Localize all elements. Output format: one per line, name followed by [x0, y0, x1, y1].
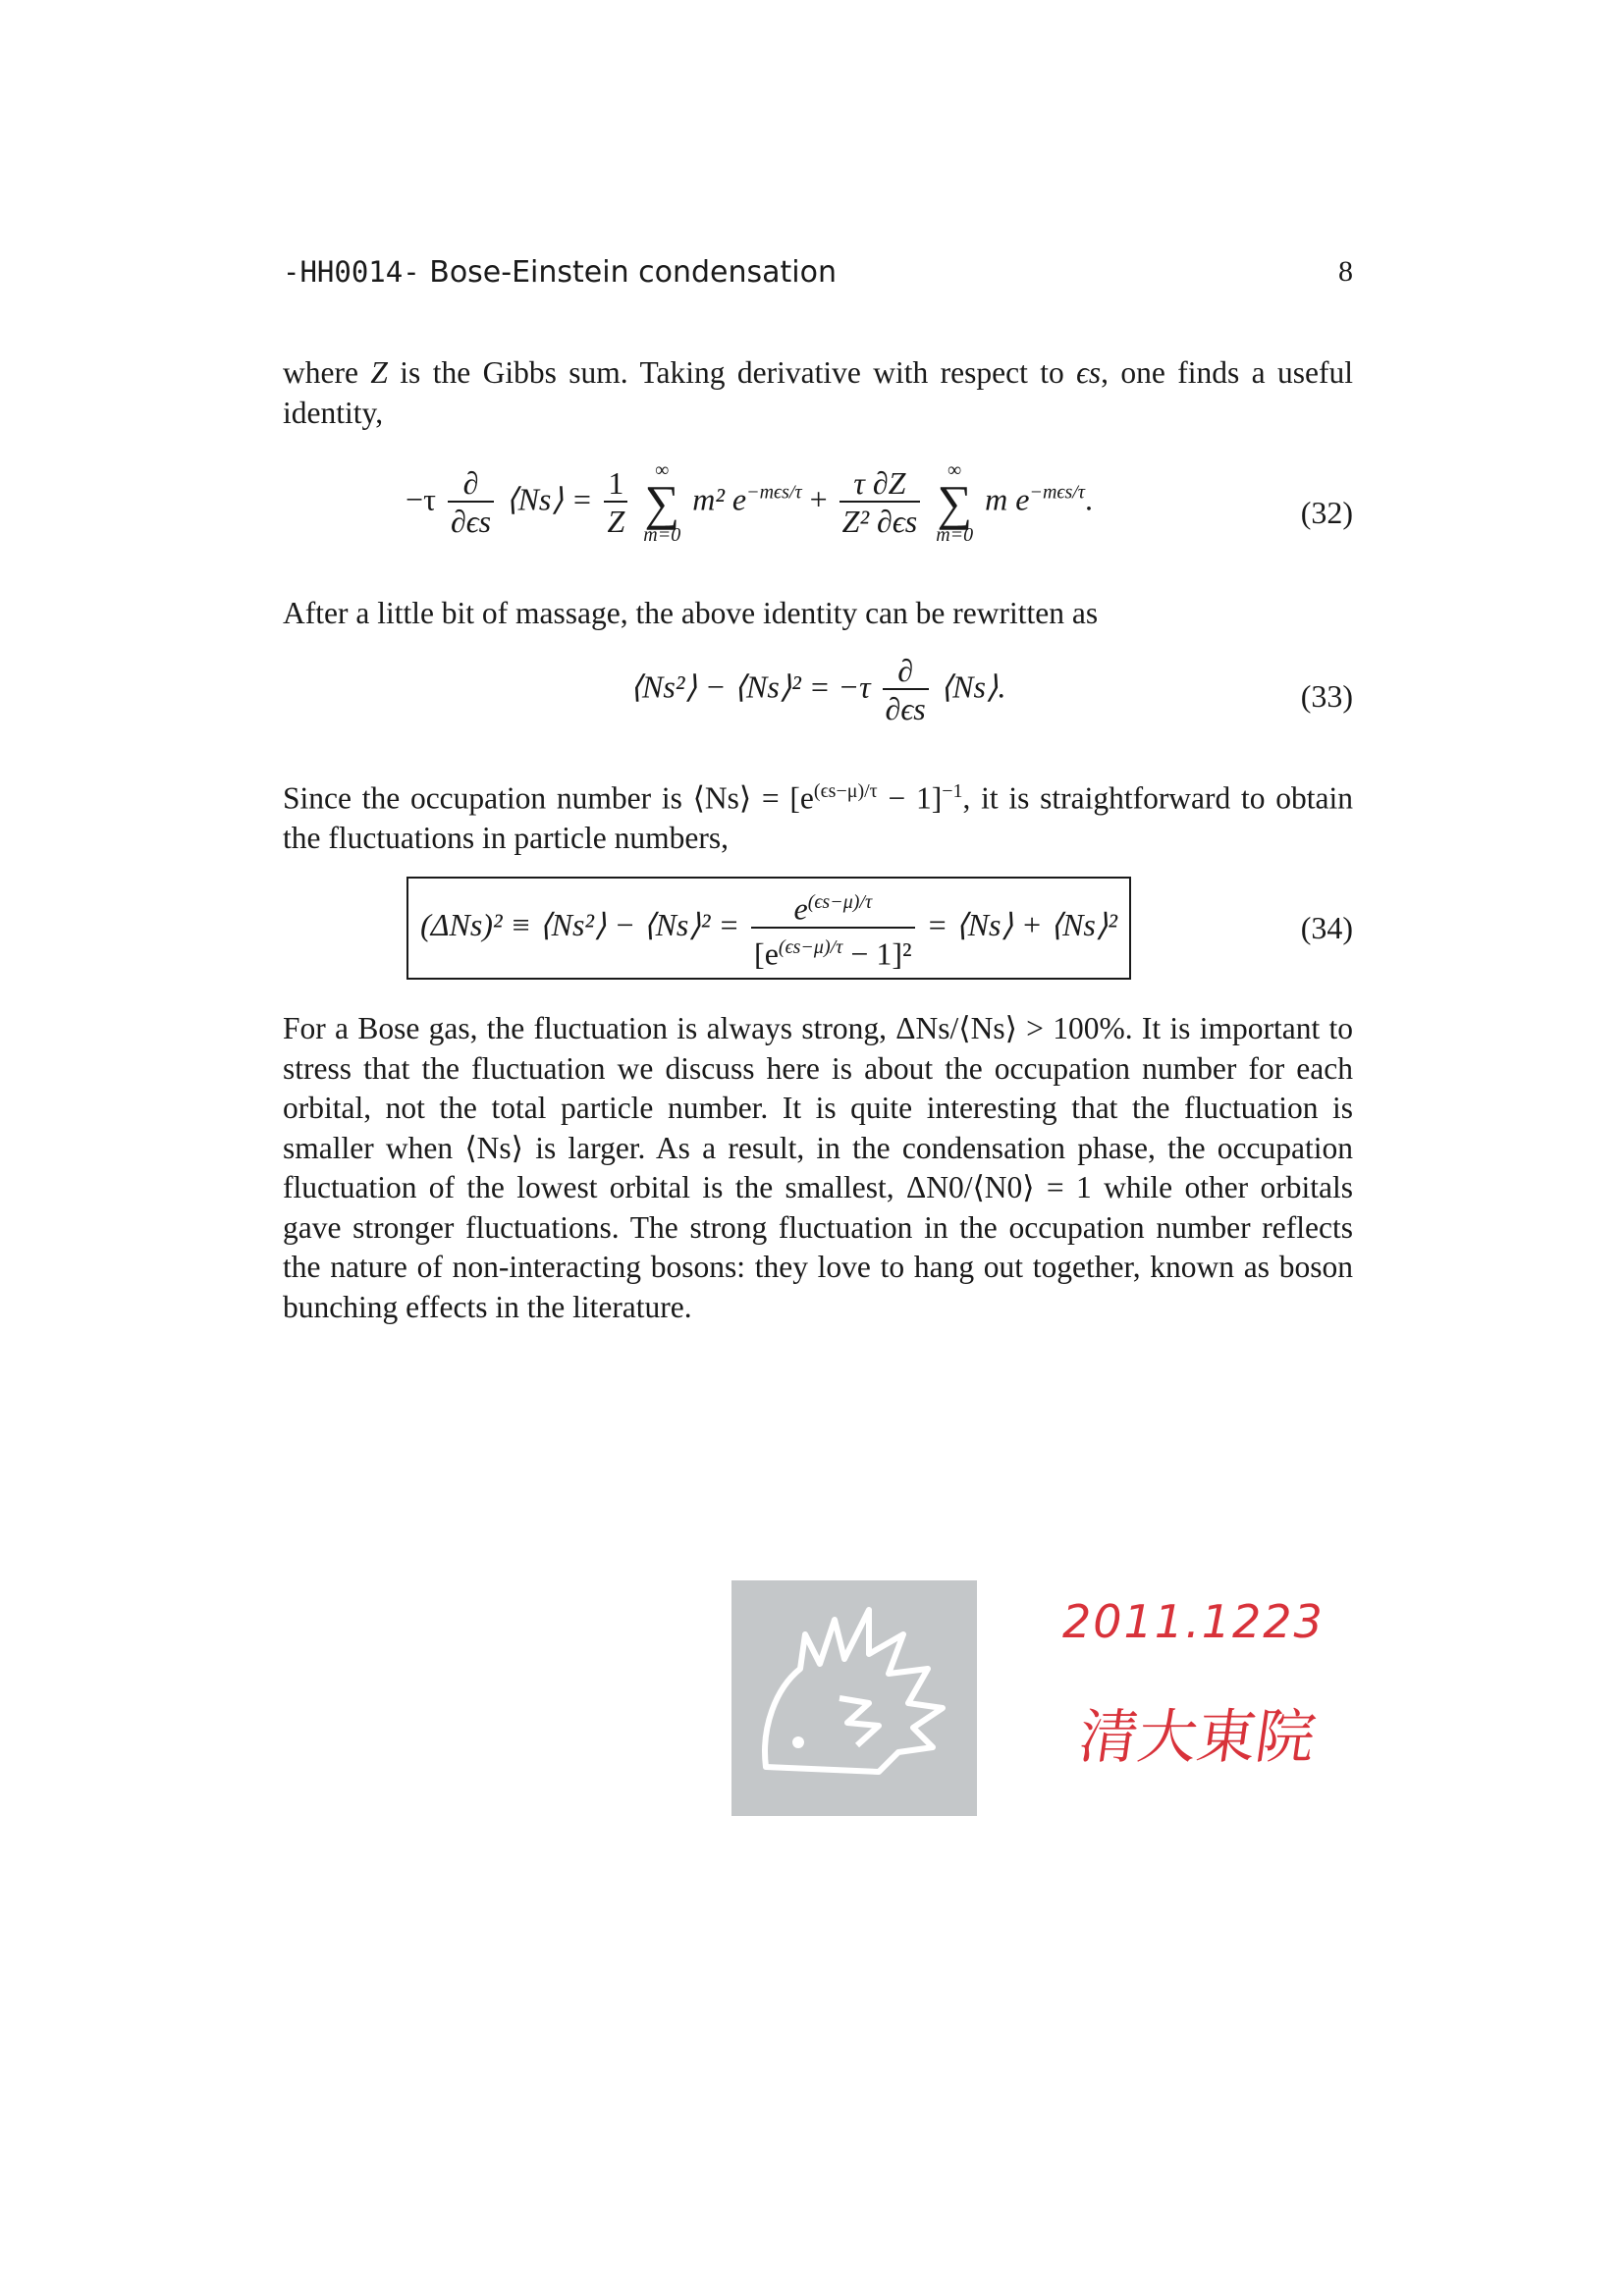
- p3-inverse: −1: [942, 780, 963, 802]
- eq33-partial: ∂: [883, 653, 929, 690]
- paragraph-3: [283, 772, 1353, 859]
- p3-text-b: − 1]: [877, 780, 943, 816]
- eq32-sum1-top: ∞: [655, 459, 670, 481]
- eq32-tau-dZ: τ ∂Z: [839, 465, 921, 503]
- eq32-term2: m e: [985, 481, 1030, 517]
- equation-34: [283, 877, 1353, 985]
- eq34-den: [e: [754, 935, 779, 972]
- equation-33: [283, 653, 1353, 741]
- eq32-partial: ∂: [448, 465, 494, 503]
- eq32-period: .: [1084, 481, 1093, 517]
- p1-text-b: is the Gibbs sum. Taking derivative with respect to: [387, 355, 1077, 390]
- paragraph-1: [283, 353, 1353, 433]
- paragraph-2: After a little bit of massage, the above identity can be rewritten as: [283, 596, 1099, 630]
- eq34-num: e: [793, 890, 808, 927]
- p1-epsilon-s: ϵs: [1076, 355, 1102, 390]
- equation-32: [283, 459, 1353, 577]
- eq32-ns: ⟨Ns⟩ =: [506, 481, 593, 517]
- p3-text-a: Since the occupation number is ⟨Ns⟩ = [e: [283, 780, 814, 816]
- page-number: 8: [1338, 255, 1353, 288]
- signature-name: 清大東院: [1074, 1703, 1321, 1772]
- p3-text-c: , it is straightforward to obtain the fluctuations in particle numbers,: [283, 780, 1353, 855]
- eq32-minus-tau: −τ: [406, 481, 436, 517]
- p1-text-a: where: [283, 355, 371, 390]
- eq34-den-end: − 1]²: [842, 935, 912, 972]
- signature-date: 2011.1223: [1062, 1595, 1325, 1648]
- equation-number-32: (32): [1300, 495, 1353, 530]
- eq32-Z: Z: [607, 504, 625, 539]
- eq33-rhs: ⟨Ns⟩.: [940, 668, 1006, 705]
- equation-number-33: (33): [1300, 678, 1353, 714]
- eq33-lhs: ⟨Ns²⟩ − ⟨Ns⟩² = −τ: [629, 668, 871, 705]
- eq32-sum2-top: ∞: [947, 459, 962, 481]
- hedgehog-stamp-icon: [731, 1580, 977, 1816]
- eq32-sum2: ∑: [937, 475, 972, 530]
- paragraph-4: For a Bose gas, the fluctuation is always strong, ΔNs/⟨Ns⟩ > 100%. It is important to stress that the fluctuation we discuss here is about the occupation number for each orbital, not the total particle number. It is quite interesting that the fluctuation is smaller when ⟨Ns⟩ is larger. As a result, in the condensation phase, the occupation fluctuation of the lowest orbital is the smallest, ΔN0/⟨N0⟩ = 1 while other orbitals gave stronger fluctuations. The strong fluctuation in the occupation number reflects the nature of non-interacting bosons: they love to hang out together, known as boson bunching effects in the literature.: [283, 1011, 1353, 1324]
- p1-gibbs-symbol: Z: [370, 355, 388, 390]
- eq32-sum1: ∑: [644, 475, 680, 530]
- eq32-sum1-bottom: m=0: [643, 524, 681, 546]
- eq34-rhs: = ⟨Ns⟩ + ⟨Ns⟩²: [926, 907, 1117, 942]
- eq32-one: 1: [604, 465, 627, 503]
- running-header: [283, 255, 1353, 290]
- eq32-Z2-deps: Z² ∂ϵs: [841, 504, 918, 539]
- eq32-sum2-bottom: m=0: [936, 524, 974, 546]
- eq32-term1-exp: −mϵs/τ: [746, 481, 802, 504]
- eq32-plus: +: [809, 481, 828, 517]
- eq33-d-eps: ∂ϵs: [885, 691, 926, 726]
- eq32-term2-exp: −mϵs/τ: [1029, 481, 1085, 504]
- eq32-d-eps: ∂ϵs: [450, 504, 492, 539]
- p3-exponent: (ϵs−μ)/τ: [813, 780, 878, 802]
- section-title: Bose-Einstein condensation: [429, 255, 837, 290]
- eq34-box: [406, 877, 1131, 980]
- p1-text-c: , one finds a useful identity,: [283, 355, 1353, 430]
- eq34-num-exp: (ϵs−μ)/τ: [807, 891, 873, 913]
- equation-number-34: (34): [1300, 910, 1353, 945]
- eq34-lhs: (ΔNs)² ≡ ⟨Ns²⟩ − ⟨Ns⟩² =: [420, 907, 740, 942]
- eq32-term1: m² e: [692, 481, 747, 517]
- document-code: -HH0014-: [283, 255, 420, 289]
- eq34-den-exp: (ϵs−μ)/τ: [778, 935, 843, 958]
